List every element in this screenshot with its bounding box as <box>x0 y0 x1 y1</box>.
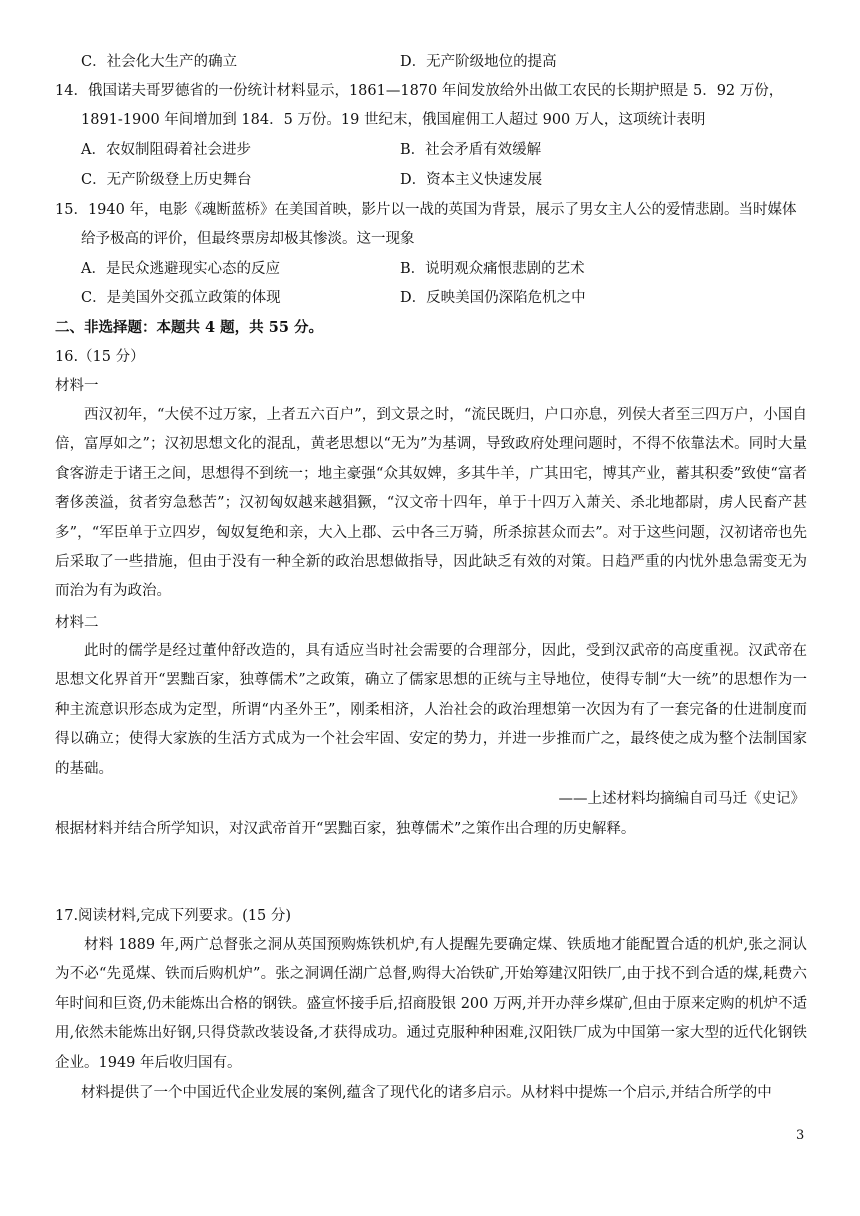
q15-option-a: A．是民众逃避现实心态的反应 <box>81 261 280 277</box>
q16-question: 根据材料并结合所学知识，对汉武帝首开“罢黜百家，独尊儒术”之策作出合理的历史解释。 <box>55 821 636 837</box>
q15-option-c: C．是美国外交孤立政策的体现 <box>81 290 281 306</box>
q15-option-b: B．说明观众痛恨悲剧的艺术 <box>400 261 585 277</box>
page-number: 3 <box>796 1128 805 1143</box>
q14-stem-line-2: 1891-1900 年间增加到 184．5 万份。19 世纪末，俄国雇佣工人超过 900 万人，这项统计表明 <box>81 112 706 128</box>
q15-stem-line-2: 给予极高的评价，但最终票房却极其惨淡。这一现象 <box>81 231 415 247</box>
q17-material-paragraph <box>55 931 807 1078</box>
q16-material2-paragraph <box>55 637 807 784</box>
q16-header: 16.（15 分） <box>55 349 145 365</box>
q15-stem-line-1: 15．1940 年，电影《魂断蓝桥》在美国首映，影片以一战的英国为背景，展示了男女主人公的爱情悲剧。当时媒体 <box>55 202 797 218</box>
q16-material1-label: 材料一 <box>55 378 99 394</box>
q17-material-text: 材料 1889 年,两广总督张之洞从英国预购炼铁机炉,有人提醒先要确定煤、铁质地才能配置合适的机炉,张之洞认为不必“先觅煤、铁而后购机炉”。张之洞调任湖广总督,购得大冶铁矿,开始筹建汉阳铁厂,由于找不到合适的煤,耗费六年时间和巨资,仍未能炼出合格的钢铁。盛宣怀接手后,招商股银 200 万两,并开办萍乡煤矿,但由于原来定购的机炉不适用,依然未能炼出好钢,只得贷款改装设备,才获得成功。通过克服种种困难,汉阳铁厂成为中国第一家大型的近代化钢铁企业。1949 年后收归国有。 <box>55 937 807 1071</box>
q14-option-c: C．无产阶级登上历史舞台 <box>81 172 252 188</box>
q16-material1-text: 西汉初年，“大侯不过万家，上者五六百户”，到文景之时，“流民既归，户口亦息，列侯大者至三四万户，小国自倍，富厚如之”；汉初思想文化的混乱，黄老思想以“无为”为基调，导致政府处理问题时，不得不依靠法术。同时大量食客游走于诸王之间，思想得不到统一；地主豪强“众其奴婢，多其牛羊，广其田宅，博其产业，蓄其积委”致使“富者奢侈羡溢，贫者穷急愁苦”；汉初匈奴越来越猖獗，“汉文帝十四年，单于十四万入萧关、杀北地都尉，虏人民畜产甚多”，“军臣单于立四岁，匈奴复绝和亲，大入上郡、云中各三万骑，所杀掠甚众而去”。对于这些问题，汉初诸帝也先后采取了一些措施，但由于没有一种全新的政治思想做指导，因此缺乏有效的对策。日趋严重的内忧外患急需变无为而治为有为政治。 <box>55 407 807 600</box>
q15-option-d: D．反映美国仍深陷危机之中 <box>400 290 586 306</box>
q17-header: 17.阅读材料,完成下列要求。(15 分) <box>55 908 292 924</box>
section-2-title: 二、非选择题：本题共 4 题，共 55 分。 <box>55 319 323 336</box>
q17-question: 材料提供了一个中国近代企业发展的案例,蕴含了现代化的诸多启示。从材料中提炼一个启示,并结合所学的中 <box>81 1085 772 1101</box>
q16-source: ——上述材料均摘编自司马迁《史记》 <box>558 791 805 807</box>
q16-material2-text: 此时的儒学是经过董仲舒改造的，具有适应当时社会需要的合理部分，因此，受到汉武帝的高度重视。汉武帝在思想文化界首开“罢黜百家，独尊儒术”之政策，确立了儒家思想的正统与主导地位，使得专制“大一统”的思想作为一种主流意识形态成为定型，所谓“内圣外王”，刚柔相济，人治社会的政治理想第一次因为有了一套完备的仕进制度而得以确立；使得大家族的生活方式成为一个社会牢固、安定的势力，并进一步推而广之，最终使之成为整个法制国家的基础。 <box>55 643 807 777</box>
q13-option-c: C．社会化大生产的确立 <box>81 54 238 70</box>
q14-option-d: D．资本主义快速发展 <box>400 172 543 188</box>
q16-material2-label: 材料二 <box>55 615 99 631</box>
q14-option-a: A．农奴制阻碍着社会进步 <box>81 142 251 158</box>
q16-material1-paragraph <box>55 401 807 607</box>
q13-option-d: D．无产阶级地位的提高 <box>400 54 557 70</box>
q14-option-b: B．社会矛盾有效缓解 <box>400 142 542 158</box>
q14-stem-line-1: 14．俄国诺夫哥罗德省的一份统计材料显示，1861—1870 年间发放给外出做工农民的长期护照是 5．92 万份， <box>55 83 784 99</box>
